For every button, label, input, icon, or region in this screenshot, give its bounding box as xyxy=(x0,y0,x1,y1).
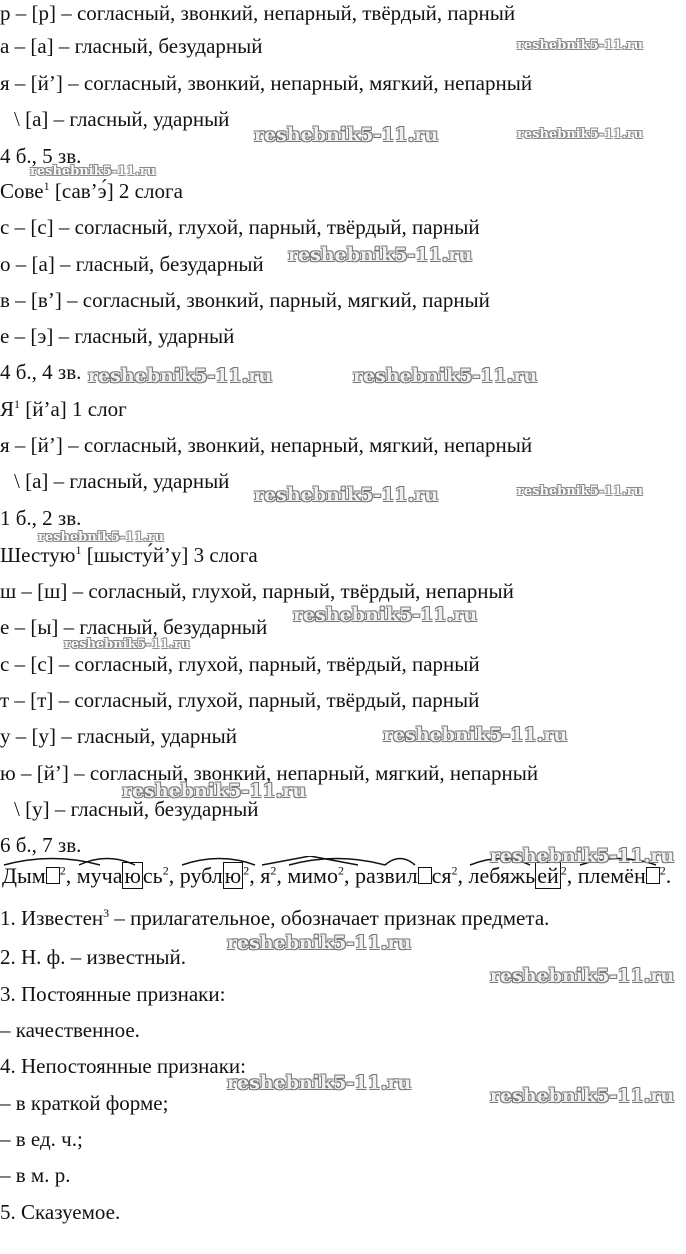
text-line: 4 б., 4 зв. xyxy=(0,360,82,384)
ending-box: ю xyxy=(224,863,242,888)
text-line: е – [ы] – гласный, безударный xyxy=(0,615,268,639)
text-line: ш – [ш] – согласный, глухой, парный, твёрдый, непарный xyxy=(0,579,514,603)
watermark: reshebnik5-11.ru xyxy=(490,845,675,867)
text-line: я – [й’] – согласный, звонкий, непарный, мягкий, непарный xyxy=(0,433,533,457)
text-line: е – [э] – гласный, ударный xyxy=(0,324,235,348)
word-transcription: $Я^1$ [й’а] 1 слог xyxy=(0,397,127,421)
text-line: 5. Сказуемое. xyxy=(0,1200,121,1224)
text-line: – в ед. ч.; xyxy=(0,1127,83,1151)
text-line: 4 б., 5 зв. xyxy=(0,144,82,168)
root-arc xyxy=(578,856,678,866)
watermark: reshebnik5-11.ru xyxy=(490,965,675,987)
watermark: reshebnik5-11.ru xyxy=(227,932,412,954)
watermark: reshebnik5-11.ru xyxy=(30,164,157,179)
watermark: reshebnik5-11.ru xyxy=(490,1085,675,1107)
watermark: reshebnik5-11.ru xyxy=(517,484,644,499)
text-line: у – [у] – гласный, ударный xyxy=(0,724,238,748)
watermark: reshebnik5-11.ru xyxy=(38,530,165,545)
text-line: \ [у] – гласный, безударный xyxy=(14,797,259,821)
parsed-word: Дым xyxy=(2,862,60,890)
root-arc xyxy=(468,856,568,866)
watermark: reshebnik5-11.ru xyxy=(254,484,439,506)
root-arc xyxy=(77,856,177,866)
text-line: а – [а] – гласный, безударный xyxy=(0,34,263,58)
text-line: я – [й’] – согласный, звонкий, непарный, мягкий, непарный xyxy=(0,71,533,95)
text-line: с – [с] – согласный, глухой, парный, твёрдый, парный xyxy=(0,215,480,239)
text-line: – в краткой форме; xyxy=(0,1091,169,1115)
parsed-word: развил ся xyxy=(355,862,452,890)
text-line: р – [р] – согласный, звонкий, непарный, твёрдый, парный xyxy=(0,1,516,25)
text-line: т – [т] – согласный, глухой, парный, твёрдый, парный xyxy=(0,688,480,712)
text-line: с – [с] – согласный, глухой, парный, твёрдый, парный xyxy=(0,652,480,676)
morphemic-parse-line: Дым $^2$, мучаюсь $^2$, рублю $^2$, я $^2$, мимо $^2$, развил ся $^2$, лебяжьей $^2$, племён $^2$. xyxy=(2,862,671,890)
word-transcription: Шестую$^1$ [шысту́й’у] 3 слога xyxy=(0,543,258,567)
null-ending-box xyxy=(646,867,660,884)
watermark: reshebnik5-11.ru xyxy=(383,724,568,746)
word-analysis-heading: 1. Известен$^3$ – прилагательное, обозначает признак предмета. xyxy=(0,906,550,930)
null-ending-box xyxy=(46,867,60,884)
root-arc xyxy=(355,856,455,866)
watermark: reshebnik5-11.ru xyxy=(227,1072,412,1094)
null-ending-box xyxy=(418,867,432,884)
watermark: reshebnik5-11.ru xyxy=(88,365,273,387)
watermark: reshebnik5-11.ru xyxy=(353,365,538,387)
text-line: 2. Н. ф. – известный. xyxy=(0,945,187,969)
parsed-word: племён xyxy=(578,862,660,890)
text-line: 1 б., 2 зв. xyxy=(0,506,82,530)
watermark: reshebnik5-11.ru xyxy=(122,780,307,802)
word-transcription: Сове$^1$ [сав’э́] 2 слога xyxy=(0,179,183,203)
watermark: reshebnik5-11.ru xyxy=(517,38,644,53)
text-line: \ [а] – гласный, ударный xyxy=(14,107,230,131)
watermark: reshebnik5-11.ru xyxy=(64,637,191,652)
text-line: 4. Непостоянные признаки: xyxy=(0,1054,246,1078)
text-line: в – [в’] – согласный, звонкий, парный, мягкий, парный xyxy=(0,288,490,312)
parsed-word: мучаюсь xyxy=(77,862,163,890)
ending-box: ей xyxy=(537,863,559,888)
text-line: \ [а] – гласный, ударный xyxy=(14,469,230,493)
parsed-word: рублю xyxy=(180,862,243,890)
parsed-word: лебяжьей xyxy=(468,862,560,890)
text-line: о – [а] – гласный, безударный xyxy=(0,252,264,276)
ending-box: ю xyxy=(124,863,141,888)
text-line: 6 б., 7 зв. xyxy=(0,833,82,857)
watermark: reshebnik5-11.ru xyxy=(254,124,439,146)
watermark: reshebnik5-11.ru xyxy=(288,244,473,266)
text-line: – качественное. xyxy=(0,1018,140,1042)
parsed-word: я xyxy=(260,862,270,890)
parsed-word: мимо xyxy=(287,862,338,890)
text-line: ю – [й’] – согласный, звонкий, непарный, мягкий, непарный xyxy=(0,761,539,785)
watermark: reshebnik5-11.ru xyxy=(293,604,478,626)
watermark: reshebnik5-11.ru xyxy=(517,127,644,142)
text-line: 3. Постоянные признаки: xyxy=(0,982,226,1006)
text-line: – в м. р. xyxy=(0,1163,71,1187)
